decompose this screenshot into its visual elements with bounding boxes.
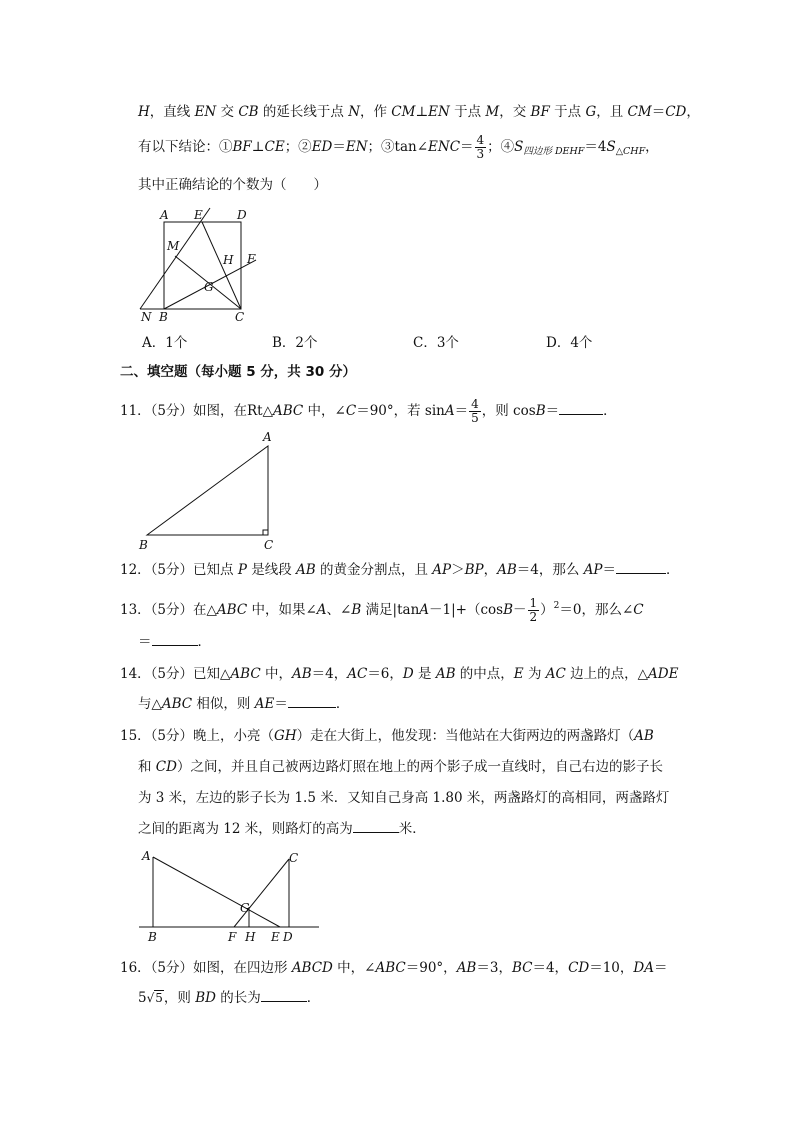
label-b: B bbox=[159, 310, 168, 324]
q10-line2: 有以下结论：①BF⊥CE；②ED＝EN；③tan∠ENC＝ $\frac{4}{3}$ ；$④S_{四边形 DEHF}=4S_{\triangle CHF}$， bbox=[138, 133, 659, 161]
option-d[interactable]: D．4个 bbox=[546, 335, 593, 351]
q16-line2: 5√5，则 BD 的长为 ． bbox=[138, 990, 321, 1006]
q14-line1: 14．（5分）已知△ABC 中，AB＝4，AC＝6，D 是 AB 的中点，E 为 AC 边上的点，△ADE bbox=[120, 666, 679, 682]
label-a: A bbox=[160, 208, 169, 222]
option-b[interactable]: B．2个 bbox=[272, 335, 318, 351]
q15-figure bbox=[136, 848, 326, 946]
q12-answer-blank[interactable] bbox=[616, 561, 666, 574]
label-d: D bbox=[283, 930, 293, 944]
label-c: C bbox=[289, 851, 299, 865]
q15-line3: 为 3 米，左边的影子长为 1.5 米．又知自己身高 1.80 米，两盏路灯的高相同，两盏路灯 bbox=[138, 790, 670, 806]
q10-line1: H，直线 EN 交 CB 的延长线于点 N，作 CM⊥EN 于点 M，交 BF 于点 G，且 CM＝CD， bbox=[138, 104, 700, 120]
label-e: E bbox=[271, 930, 280, 944]
fraction-4-5: $\frac{4}{5}$ bbox=[471, 397, 479, 425]
label-g: G bbox=[204, 280, 214, 294]
label-a: A bbox=[263, 430, 272, 444]
fraction-4-3: $\frac{4}{3}$ bbox=[476, 133, 485, 161]
label-d: D bbox=[237, 208, 247, 222]
label-g: G bbox=[240, 901, 250, 915]
section-title-fill-in: 二、填空题（每小题 5 分，共 30 分） bbox=[120, 364, 356, 380]
label-f: F bbox=[228, 930, 237, 944]
label-c: C bbox=[235, 310, 245, 324]
q16-answer-blank[interactable] bbox=[261, 989, 307, 1002]
label-f: F bbox=[247, 252, 256, 266]
label-b: B bbox=[148, 930, 157, 944]
q11-answer-blank[interactable] bbox=[559, 402, 603, 415]
label-h: H bbox=[223, 253, 234, 267]
q11-figure bbox=[136, 428, 282, 556]
right-angle-mark bbox=[263, 530, 268, 535]
q13-line1: 13．（5分）在△ABC 中，如果∠A、∠B 满足|tanA－1|+（cosB－ $\frac{1}{2}$ ）$^2$＝0，那么∠C bbox=[120, 596, 644, 624]
label-m: M bbox=[167, 239, 180, 253]
fraction-1-2: $\frac{1}{2}$ bbox=[529, 596, 538, 624]
label-n: N bbox=[141, 310, 152, 324]
q14-line2: 与△ABC 相似，则 AE＝ ． bbox=[138, 696, 350, 712]
q14-answer-blank[interactable] bbox=[288, 695, 336, 708]
label-c: C bbox=[264, 538, 274, 552]
q11-text: 11．（5分）如图，在Rt△ABC 中，∠C＝90°，若 sinA＝ $\frac{4}{5}$ ，则 cosB＝ ． bbox=[120, 397, 617, 425]
light-ray-a bbox=[153, 857, 280, 927]
q13-line2: ＝ ． bbox=[138, 634, 211, 650]
q15-line4: 之间的距离为 12 米，则路灯的高为 米． bbox=[138, 821, 426, 837]
label-a: A bbox=[142, 849, 151, 863]
q16-line1: 16．（5分）如图，在四边形 ABCD 中，∠ABC＝90°，AB＝3，BC＝4，CD＝10，DA＝ bbox=[120, 960, 668, 976]
q15-line1: 15．（5分）晚上，小亮（GH）走在大街上，他发现：当他站在大街两边的两盏路灯（AB bbox=[120, 728, 654, 744]
label-e: E bbox=[194, 208, 203, 222]
q10-figure bbox=[136, 204, 266, 322]
option-a[interactable]: A．1个 bbox=[142, 335, 188, 351]
option-c[interactable]: C．3个 bbox=[413, 335, 459, 351]
q13-answer-blank[interactable] bbox=[152, 633, 198, 646]
q10-line3: 其中正确结论的个数为（ ） bbox=[138, 177, 327, 193]
line-en bbox=[140, 208, 210, 309]
q15-answer-blank[interactable] bbox=[353, 820, 399, 833]
label-b: B bbox=[139, 538, 148, 552]
sqrt-5: √5 bbox=[146, 991, 163, 1005]
q12-text: 12．（5分）已知点 P 是线段 AB 的黄金分割点，且 AP＞BP，AB＝4，那么 AP＝ ． bbox=[120, 562, 680, 578]
line-ec bbox=[202, 222, 241, 309]
triangle-abc bbox=[147, 446, 268, 535]
label-h: H bbox=[245, 930, 256, 944]
q15-line2: 和 CD）之间，并且自己被两边路灯照在地上的两个影子成一直线时，自己右边的影子长 bbox=[138, 759, 663, 775]
